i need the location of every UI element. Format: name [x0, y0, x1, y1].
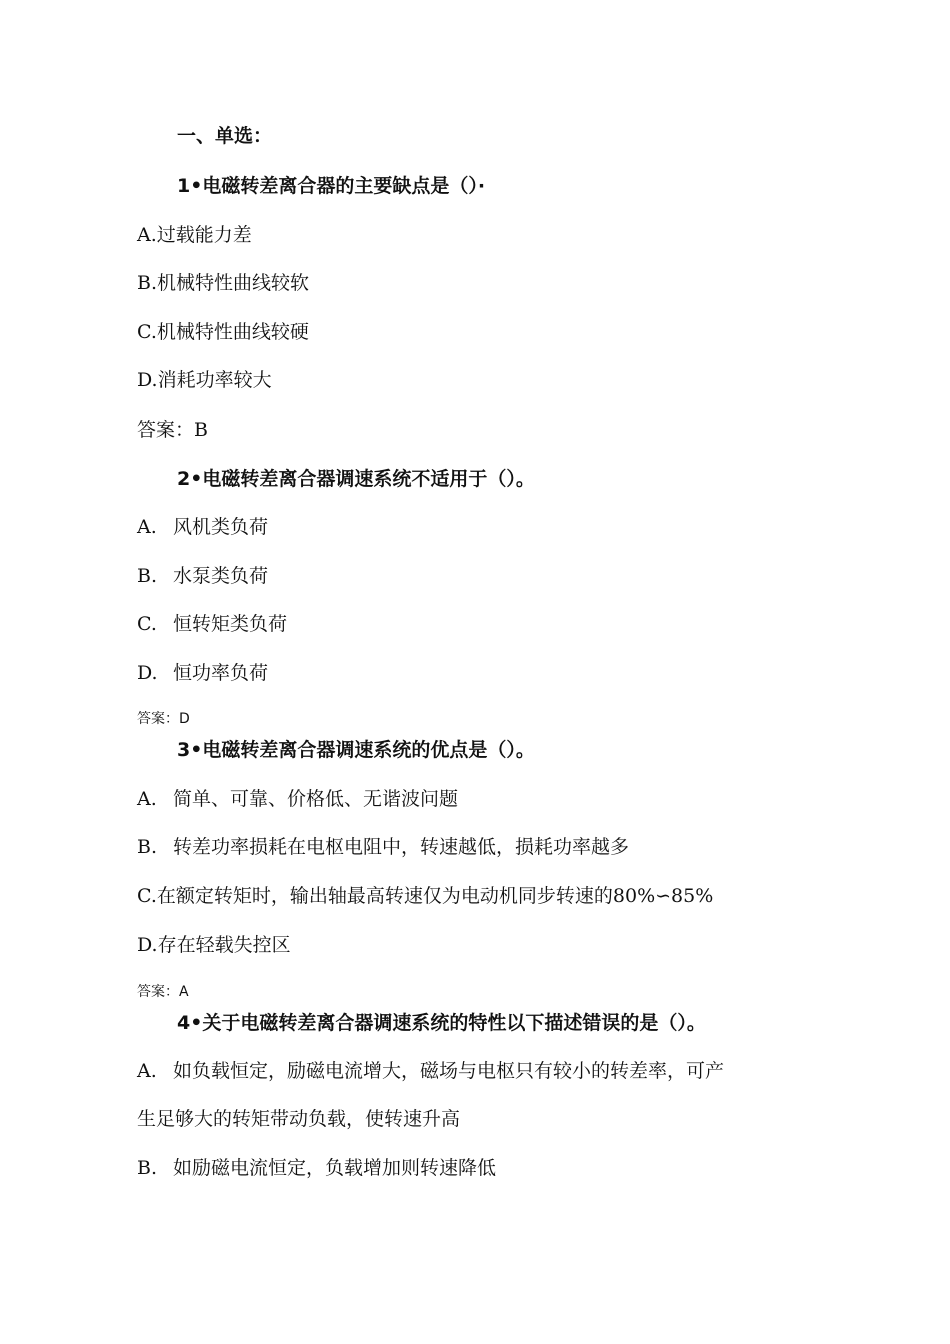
option-label: A.	[137, 788, 157, 810]
question-2-option-a	[137, 515, 268, 539]
question-1-answer: 答案：B	[137, 419, 208, 441]
option-text: 风机类负荷	[173, 516, 269, 538]
option-label: B.	[137, 836, 158, 858]
question-1-title: 1•电磁转差离合器的主要缺点是（）·	[177, 175, 486, 197]
question-2-option-c	[137, 612, 287, 636]
question-2-title: 2•电磁转差离合器调速系统不适用于（）。	[177, 468, 535, 490]
question-1-option-d: D.消耗功率较大	[137, 369, 272, 391]
option-label: B.	[137, 565, 158, 587]
question-3-option-a	[137, 787, 458, 811]
question-2-option-d	[137, 661, 268, 685]
option-label: B.	[137, 1157, 158, 1179]
question-2-option-b	[137, 564, 268, 588]
question-3-option-c	[137, 884, 713, 908]
option-text: 转差功率损耗在电枢电阻中，转速越低，损耗功率越多	[173, 836, 630, 858]
option-text: D.存在轻载失控区	[137, 934, 291, 956]
option-label: A.	[137, 1060, 157, 1082]
question-4-option-a	[137, 1059, 724, 1083]
option-label: C.	[137, 613, 157, 635]
option-text: 恒功率负荷	[173, 662, 269, 684]
question-1-option-c: C.机械特性曲线较硬	[137, 321, 309, 343]
option-text: 如负载恒定，励磁电流增大，磁场与电枢只有较小的转差率，可产	[173, 1060, 725, 1082]
option-text: 水泵类负荷	[173, 565, 269, 587]
section-title: 一、单选：	[177, 125, 273, 147]
question-1-option-a: A.过载能力差	[137, 224, 252, 246]
question-4-option-b	[137, 1156, 496, 1180]
question-3-title: 3•电磁转差离合器调速系统的优点是（）。	[177, 739, 535, 761]
option-label: D.	[137, 662, 158, 684]
option-text: 如励磁电流恒定，负载增加则转速降低	[173, 1157, 497, 1179]
question-4-option-a-continued	[137, 1107, 460, 1131]
option-text: 恒转矩类负荷	[173, 613, 288, 635]
question-4-title: 4•关于电磁转差离合器调速系统的特性以下描述错误的是（）。	[177, 1012, 706, 1034]
question-3-option-b	[137, 835, 629, 859]
option-text: C.在额定转矩时，输出轴最高转速仅为电动机同步转速的80%∽85%	[137, 885, 714, 907]
option-text: 生足够大的转矩带动负载，使转速升高	[137, 1108, 461, 1130]
question-2-answer: 答案：D	[137, 711, 190, 727]
question-3-answer: 答案：A	[137, 984, 189, 1000]
option-text: 简单、可靠、价格低、无谐波问题	[173, 788, 459, 810]
option-label: A.	[137, 516, 157, 538]
question-1-option-b: B.机械特性曲线较软	[137, 272, 310, 294]
question-3-option-d	[137, 933, 291, 957]
